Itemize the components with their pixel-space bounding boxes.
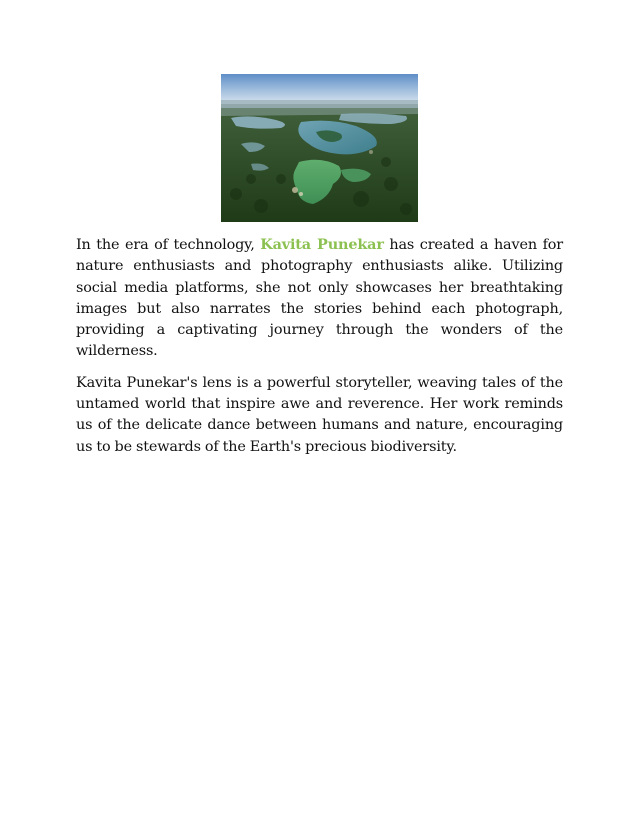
article-body [76,234,563,468]
paragraph-1-after: has created a haven for nature enthusiasts and photography enthusiasts alike. Utilizing social media platforms, she not only showcases her breathtaking images but also narrates the stories behind each photograph, providing a captivating journey through the wonders of the wilderness. [76,237,563,360]
paragraph-1-before: In the era of technology, [76,237,261,253]
paragraph-1 [76,234,563,363]
paragraph-2: Kavita Punekar's lens is a powerful storyteller, weaving tales of the untamed world that inspire awe and reverence. Her work reminds us of the delicate dance between humans and nature, encouraging us to be stewards of the Earth's precious biodiversity. [76,374,563,455]
name-highlight: Kavita Punekar [260,236,384,253]
aerial-landscape-photo [221,74,418,222]
